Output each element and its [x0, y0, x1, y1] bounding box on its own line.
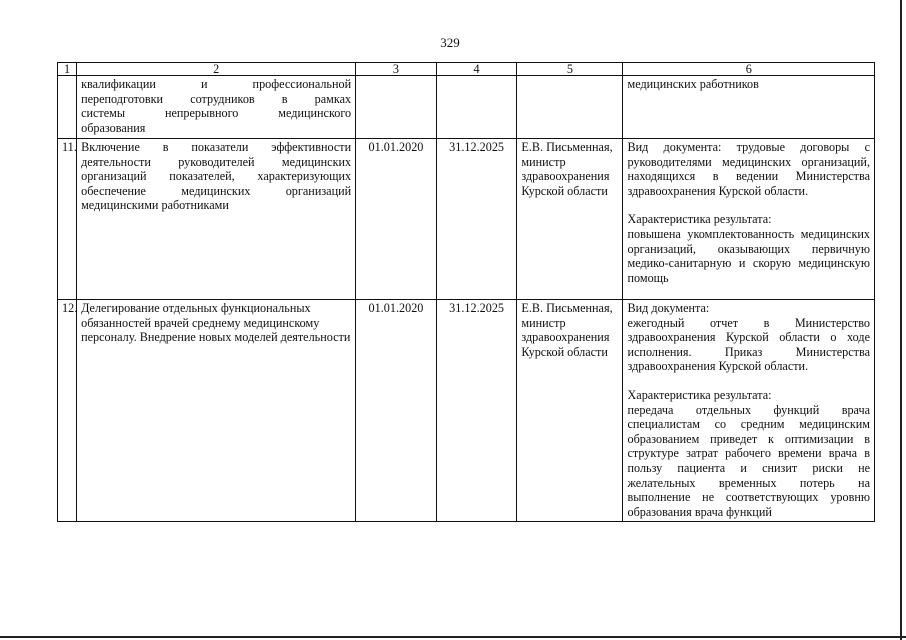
- responsible-cell: Е.В. Письменная, министр здравоохранения Курской области: [517, 139, 623, 300]
- plan-table: [57, 62, 875, 522]
- responsible-cell: [517, 76, 623, 139]
- responsible-cell: Е.В. Письменная, министр здравоохранения Курской области: [517, 300, 623, 522]
- scan-border-right: [900, 0, 902, 640]
- column-header-2: 2: [77, 63, 356, 76]
- table-row-continuation: [58, 76, 875, 139]
- result-text: медицинских работников: [627, 77, 759, 91]
- document-type: Вид документа: трудовые договоры с руководителями медицинских организаций, находящихся в ведении Министерства здравоохранения Курской области.: [627, 140, 870, 198]
- table-header-row: [58, 63, 875, 76]
- table-row: [58, 139, 875, 300]
- row-number-cell: 12.: [58, 300, 77, 522]
- result-cell: [623, 139, 875, 300]
- table-row: [58, 300, 875, 522]
- measure-cell: Включение в показатели эффективности деятельности руководителей медицинских организаций показателей, характеризующих обеспечение медицинских организаций медицинскими работниками: [77, 139, 356, 300]
- column-header-4: 4: [436, 63, 517, 76]
- end-date-cell: [436, 76, 517, 139]
- result-title: Характеристика результата:: [627, 212, 772, 227]
- start-date-cell: 01.01.2020: [356, 139, 437, 300]
- result-cell: [623, 76, 875, 139]
- page-number: 329: [440, 35, 460, 50]
- measure-line: системы непрерывного медицинского: [81, 106, 352, 121]
- start-date-cell: [356, 76, 437, 139]
- column-header-5: 5: [517, 63, 623, 76]
- measure-cell: Делегирование отдельных функциональных обязанностей врачей среднему медицинскому персоналу. Внедрение новых моделей деятельности: [77, 300, 356, 522]
- end-date-cell: 31.12.2025: [436, 139, 517, 300]
- measure-line: переподготовки сотрудников в рамках: [81, 91, 352, 106]
- measure-line: образования: [81, 120, 146, 135]
- row-number-cell: 11.: [58, 139, 77, 300]
- result-text: передача отдельных функций врача специалистам со средним медицинским образованием приведет к оптимизации в структуре затрат рабочего времени врача в пользу пациента и снизит риски не желательных временных потерь на выполнение не соответствующих уровню образования врача функций: [627, 402, 870, 519]
- result-text: повышена укомплектованность медицинских организаций, оказывающих первичную медико-санитарную и скорую медицинскую помощь: [627, 226, 870, 285]
- document-type-title: Вид документа:: [627, 301, 710, 315]
- end-date-cell: 31.12.2025: [436, 300, 517, 522]
- result-title: Характеристика результата:: [627, 387, 772, 402]
- row-number-cell: [58, 76, 77, 139]
- scan-border-bottom: [0, 636, 906, 638]
- measure-line: квалификации и профессиональной: [81, 77, 352, 91]
- document-type: ежегодный отчет в Министерство здравоохранения Курской области о ходе исполнения. Приказ Министерства здравоохранения Курской области.: [627, 315, 870, 374]
- start-date-cell: 01.01.2020: [356, 300, 437, 522]
- column-header-1: 1: [58, 63, 77, 76]
- measure-cell: [77, 76, 356, 139]
- column-header-3: 3: [356, 63, 437, 76]
- result-cell: [623, 300, 875, 522]
- column-header-6: 6: [623, 63, 875, 76]
